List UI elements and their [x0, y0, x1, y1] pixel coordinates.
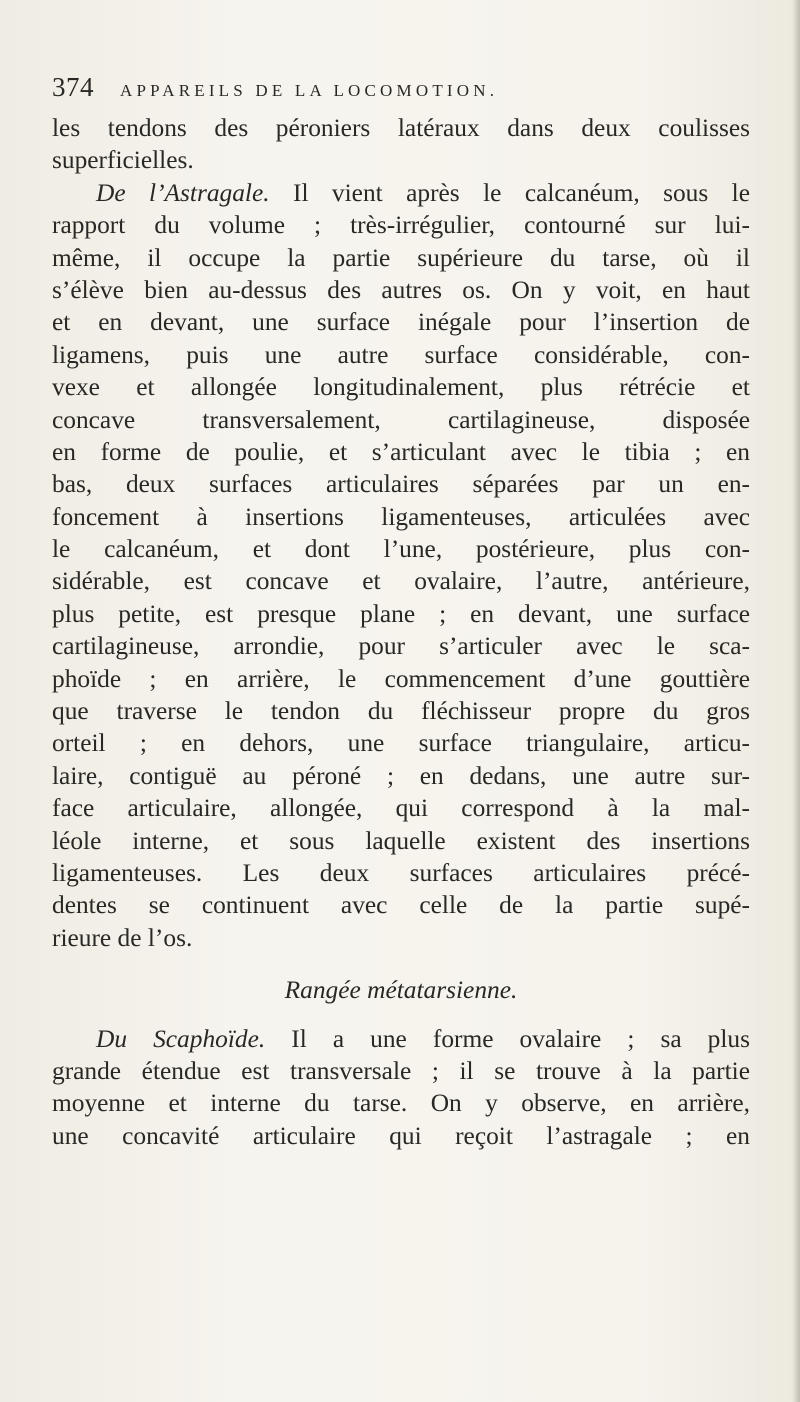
text-line: foncement à insertions ligamenteuses, articulées avec — [52, 502, 750, 531]
text-line: ligamenteuses. Les deux surfaces articulaires précé- — [52, 858, 750, 887]
text-line: rapport du volume ; très-irrégulier, contourné sur lui- — [52, 211, 750, 240]
page-header — [52, 72, 752, 108]
text-line: et en devant, une surface inégale pour l’insertion de — [52, 308, 750, 337]
text-line: grande étendue est transversale ; il se trouve à la partie — [52, 1056, 750, 1085]
text-line: orteil ; en dehors, une surface triangulaire, articu- — [52, 729, 750, 758]
text-line: une concavité articulaire qui reçoit l’astragale ; en — [52, 1121, 750, 1150]
text-line: plus petite, est presque plane ; en devant, une surface — [52, 599, 750, 628]
text-line: s’élève bien au-dessus des autres os. On y voit, en haut — [52, 275, 750, 304]
body-text — [52, 112, 750, 1152]
text-line: léole interne, et sous laquelle existent des insertions — [52, 826, 750, 855]
section-title-scaphoide: Du Scaphoïde. — [96, 1024, 266, 1053]
section-title-astragale: De l’Astragale. — [96, 178, 270, 207]
section-heading-rangee: Rangée métatarsienne. — [284, 976, 518, 1005]
text-line: le calcanéum, et dont l’une, postérieure, plus con- — [52, 535, 750, 564]
text-line: rieure de l’os. — [52, 923, 193, 952]
text-line: face articulaire, allongée, qui correspond à la mal- — [52, 794, 750, 823]
text-line: en forme de poulie, et s’articulant avec le tibia ; en — [52, 437, 750, 466]
page-edge-shadow — [792, 0, 800, 1402]
page-number: 374 — [52, 72, 94, 102]
running-head: APPAREILS DE LA LOCOMOTION. — [120, 81, 499, 100]
text-line: superficielles. — [52, 146, 194, 175]
text-line: que traverse le tendon du fléchisseur propre du gros — [52, 697, 750, 726]
text-line: laire, contiguë au péroné ; en dedans, une autre sur- — [52, 761, 750, 790]
text-line: même, il occupe la partie supérieure du tarse, où il — [52, 243, 750, 272]
text-line: ligamens, puis une autre surface considérable, con- — [52, 340, 750, 369]
text-line: vexe et allongée longitudinalement, plus rétrécie et — [52, 373, 750, 402]
text-line: sidérable, est concave et ovalaire, l’autre, antérieure, — [52, 567, 750, 596]
paragraph-scaphoide-start: Du Scaphoïde. Il a une forme ovalaire ; sa plus — [96, 1024, 750, 1053]
text-line: cartilagineuse, arrondie, pour s’articuler avec le sca- — [52, 632, 750, 661]
text-line: dentes se continuent avec celle de la partie supé- — [52, 891, 750, 920]
text-line: moyenne et interne du tarse. On y observe, en arrière, — [52, 1089, 750, 1118]
text-line: bas, deux surfaces articulaires séparées par un en- — [52, 470, 750, 499]
paragraph-astragale-start: De l’Astragale. Il vient après le calcanéum, sous le — [96, 178, 750, 207]
text-line: les tendons des péroniers latéraux dans deux coulisses — [52, 114, 750, 142]
text-line: phoïde ; en arrière, le commencement d’une gouttière — [52, 664, 750, 693]
text-line: concave transversalement, cartilagineuse, disposée — [52, 405, 750, 434]
